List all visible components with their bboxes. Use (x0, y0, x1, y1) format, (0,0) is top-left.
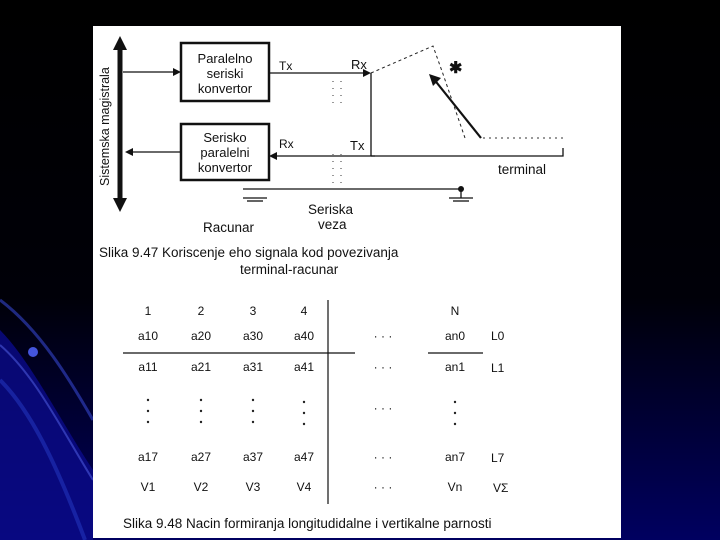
ellipsis: · · · (373, 450, 393, 464)
caption-1-line-1: Slika 9.47 Koriscenje eho signala kod povezivanja (99, 245, 399, 260)
col-header-2: 2 (197, 304, 205, 318)
cell: V1 (140, 480, 156, 494)
converter-1-line-2: seriski (206, 66, 244, 81)
row-label-vsum: VΣ (493, 481, 509, 495)
cell: Vn (447, 480, 463, 494)
ground-icon (449, 198, 473, 201)
rx-left-label: Rx (279, 137, 294, 151)
serial-link-line-1: Seriska (308, 202, 354, 217)
cell: V4 (296, 480, 312, 494)
converter-1-line-3: konvertor (197, 81, 253, 96)
cell: an1 (444, 360, 466, 374)
col-header-n: N (450, 304, 460, 318)
cell: a31 (242, 360, 264, 374)
cell: a17 (137, 450, 159, 464)
ellipsis: · · · (373, 329, 393, 343)
tx-left-label: Tx (279, 59, 293, 73)
cell: a41 (293, 360, 315, 374)
cell: V3 (245, 480, 261, 494)
figure (93, 26, 621, 538)
terminal-label: terminal (498, 162, 547, 177)
cell: a27 (190, 450, 212, 464)
ellipsis: · · · (373, 401, 393, 415)
row-label-l7: L7 (491, 451, 505, 465)
echo-star-icon: ✱ (449, 60, 463, 77)
computer-label: Racunar (203, 220, 255, 235)
cell: V2 (193, 480, 209, 494)
slide-content (93, 26, 621, 538)
cell: a40 (293, 329, 315, 343)
col-header-1: 1 (144, 304, 152, 318)
cell: a47 (293, 450, 315, 464)
system-bus-arrow-icon (113, 36, 127, 212)
bus-to-converter-arrow-icon (123, 68, 181, 76)
cell: an0 (444, 329, 466, 343)
tx-right-label: Tx (350, 138, 365, 153)
tx-to-terminal-line (371, 148, 563, 156)
ellipsis: · · · (373, 360, 393, 374)
serial-link-line-2: veza (318, 217, 347, 232)
col-header-3: 3 (249, 304, 257, 318)
echo-arrow-line (433, 78, 481, 138)
cell: a20 (190, 329, 212, 343)
decor-dot-icon (28, 347, 38, 357)
system-bus-label: Sistemska magistrala (98, 67, 112, 186)
ellipsis: · · · (373, 480, 393, 494)
rx-right-label: Rx (351, 57, 367, 72)
converter-1-line-1: Paralelno (197, 51, 253, 66)
cell: a11 (138, 360, 158, 374)
cell: a37 (242, 450, 264, 464)
cell: a30 (242, 329, 264, 343)
cell: an7 (444, 450, 466, 464)
caption-2: Slika 9.48 Nacin formiranja longitudidalne i vertikalne parnosti (123, 516, 492, 531)
converter-2-line-3: konvertor (197, 160, 253, 175)
col-header-4: 4 (300, 304, 308, 318)
caption-1-line-2: terminal-racunar (240, 262, 339, 277)
cell: a10 (137, 329, 159, 343)
ground-icon-left (243, 198, 267, 201)
row-label-l1: L1 (491, 361, 505, 375)
converter-2-line-2: paralelni (200, 145, 250, 160)
converter-to-bus-arrow-icon (125, 148, 181, 156)
row-label-l0: L0 (491, 329, 505, 343)
converter-2-line-1: Serisko (203, 130, 247, 145)
vertical-ellipsis-icon (147, 399, 456, 425)
cell: a21 (190, 360, 212, 374)
